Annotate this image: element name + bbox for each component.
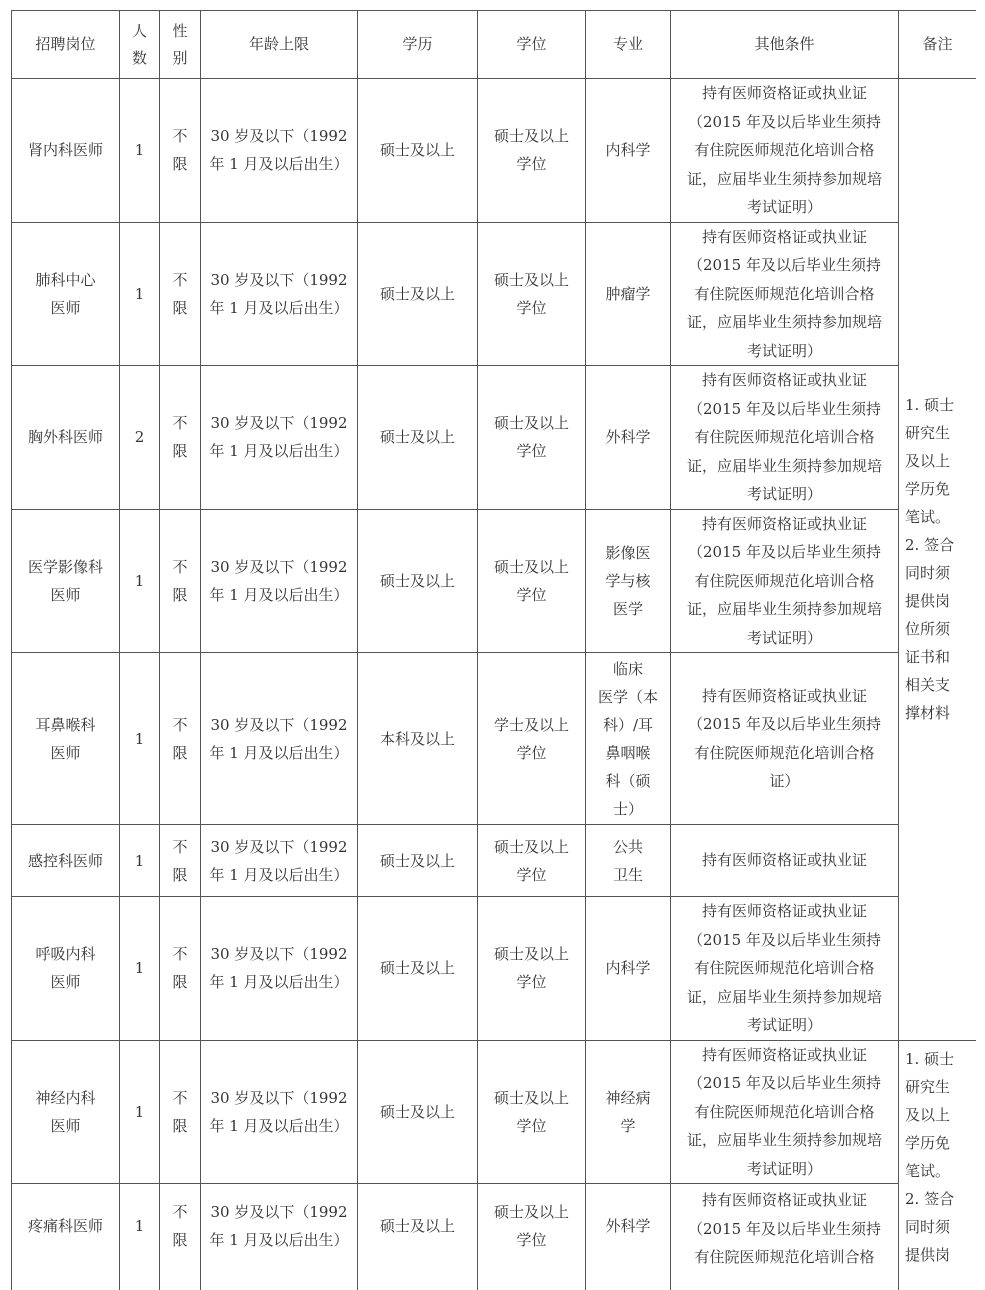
table-row (12, 79, 977, 223)
cell-count: 1 (120, 825, 160, 897)
cell-position: 肾内科医师 (12, 79, 120, 223)
cell-degree: 硕士及以上 学位 (478, 222, 586, 366)
cell-education: 硕士及以上 (358, 1184, 478, 1290)
cell-other-conditions: 持有医师资格证或执业证 （2015 年及以后毕业生须持 有住院医师规范化培训合格 证，应届毕业生须持参加规培 考试证明） (671, 79, 899, 223)
header-age: 年龄上限 (201, 11, 358, 79)
cell-degree: 硕士及以上 学位 (478, 825, 586, 897)
cell-age: 30 岁及以下（1992 年 1 月及以后出生） (201, 1040, 358, 1184)
table-row (12, 366, 977, 510)
cell-degree: 硕士及以上 学位 (478, 1040, 586, 1184)
table-row (12, 825, 977, 897)
table-row (12, 897, 977, 1041)
cell-degree: 硕士及以上 学位 (478, 1184, 586, 1290)
cell-degree: 硕士及以上 学位 (478, 509, 586, 653)
recruitment-table (11, 10, 976, 1290)
cell-major: 外科学 (586, 366, 671, 510)
cell-position: 肺科中心 医师 (12, 222, 120, 366)
cell-education: 硕士及以上 (358, 509, 478, 653)
table-row (12, 653, 977, 825)
cell-position: 医学影像科 医师 (12, 509, 120, 653)
cell-gender: 不 限 (160, 222, 201, 366)
header-degree: 学位 (478, 11, 586, 79)
cell-other-conditions: 持有医师资格证或执业证 (671, 825, 899, 897)
cell-position: 胸外科医师 (12, 366, 120, 510)
cell-major: 外科学 (586, 1184, 671, 1290)
cell-age: 30 岁及以下（1992 年 1 月及以后出生） (201, 509, 358, 653)
header-education: 学历 (358, 11, 478, 79)
cell-education: 硕士及以上 (358, 222, 478, 366)
cell-age: 30 岁及以下（1992 年 1 月及以后出生） (201, 897, 358, 1041)
cell-other-conditions: 持有医师资格证或执业证 （2015 年及以后毕业生须持 有住院医师规范化培训合格 (671, 1184, 899, 1290)
cell-position: 耳鼻喉科 医师 (12, 653, 120, 825)
cell-gender: 不 限 (160, 366, 201, 510)
cell-other-conditions: 持有医师资格证或执业证 （2015 年及以后毕业生须持 有住院医师规范化培训合格 证，应届毕业生须持参加规培 考试证明） (671, 366, 899, 510)
cell-degree: 学士及以上 学位 (478, 653, 586, 825)
cell-major: 临床 医学（本 科）/耳 鼻咽喉 科（硕 士） (586, 653, 671, 825)
cell-count: 1 (120, 1184, 160, 1290)
cell-position: 神经内科 医师 (12, 1040, 120, 1184)
cell-age: 30 岁及以下（1992 年 1 月及以后出生） (201, 653, 358, 825)
cell-gender: 不 限 (160, 825, 201, 897)
cell-gender: 不 限 (160, 1040, 201, 1184)
cell-gender: 不 限 (160, 897, 201, 1041)
cell-gender: 不 限 (160, 1184, 201, 1290)
header-position: 招聘岗位 (12, 11, 120, 79)
cell-age: 30 岁及以下（1992 年 1 月及以后出生） (201, 222, 358, 366)
cell-education: 硕士及以上 (358, 79, 478, 223)
cell-education: 硕士及以上 (358, 1040, 478, 1184)
header-row (12, 11, 977, 79)
cell-degree: 硕士及以上 学位 (478, 79, 586, 223)
cell-other-conditions: 持有医师资格证或执业证 （2015 年及以后毕业生须持 有住院医师规范化培训合格 证，应届毕业生须持参加规培 考试证明） (671, 222, 899, 366)
header-other-conditions: 其他条件 (671, 11, 899, 79)
cell-degree: 硕士及以上 学位 (478, 366, 586, 510)
header-remark: 备注 (899, 11, 977, 79)
cell-count: 1 (120, 509, 160, 653)
cell-count: 1 (120, 897, 160, 1041)
cell-major: 内科学 (586, 79, 671, 223)
cell-major: 公共 卫生 (586, 825, 671, 897)
cell-count: 2 (120, 366, 160, 510)
cell-education: 本科及以上 (358, 653, 478, 825)
cell-age: 30 岁及以下（1992 年 1 月及以后出生） (201, 366, 358, 510)
cell-other-conditions: 持有医师资格证或执业证 （2015 年及以后毕业生须持 有住院医师规范化培训合格 证） (671, 653, 899, 825)
cell-gender: 不 限 (160, 653, 201, 825)
cell-position: 感控科医师 (12, 825, 120, 897)
cell-count: 1 (120, 222, 160, 366)
cell-count: 1 (120, 1040, 160, 1184)
cell-major: 内科学 (586, 897, 671, 1041)
cell-other-conditions: 持有医师资格证或执业证 （2015 年及以后毕业生须持 有住院医师规范化培训合格 证，应届毕业生须持参加规培 考试证明） (671, 897, 899, 1041)
cell-major: 肿瘤学 (586, 222, 671, 366)
cell-gender: 不 限 (160, 509, 201, 653)
cell-major: 神经病 学 (586, 1040, 671, 1184)
header-gender: 性 别 (160, 11, 201, 79)
cell-age: 30 岁及以下（1992 年 1 月及以后出生） (201, 1184, 358, 1290)
table-row (12, 222, 977, 366)
cell-education: 硕士及以上 (358, 366, 478, 510)
header-count: 人 数 (120, 11, 160, 79)
cell-count: 1 (120, 79, 160, 223)
cell-other-conditions: 持有医师资格证或执业证 （2015 年及以后毕业生须持 有住院医师规范化培训合格 证，应届毕业生须持参加规培 考试证明） (671, 509, 899, 653)
cell-major: 影像医 学与核 医学 (586, 509, 671, 653)
table-row (12, 1040, 977, 1184)
cell-gender: 不 限 (160, 79, 201, 223)
table-row (12, 509, 977, 653)
cell-remark-group-2: 1. 硕士 研究生 及以上 学历免 笔试。 2. 签合 同时须 提供岗 (899, 1040, 977, 1290)
table-row (12, 1184, 977, 1290)
cell-age: 30 岁及以下（1992 年 1 月及以后出生） (201, 825, 358, 897)
cell-age: 30 岁及以下（1992 年 1 月及以后出生） (201, 79, 358, 223)
recruitment-table-container (11, 10, 976, 1290)
header-major: 专业 (586, 11, 671, 79)
cell-education: 硕士及以上 (358, 897, 478, 1041)
cell-position: 疼痛科医师 (12, 1184, 120, 1290)
cell-remark-group-1: 1. 硕士 研究生 及以上 学历免 笔试。 2. 签合 同时须 提供岗 位所须 证书和 相关支 撑材料 (899, 79, 977, 1041)
cell-position: 呼吸内科 医师 (12, 897, 120, 1041)
cell-education: 硕士及以上 (358, 825, 478, 897)
cell-other-conditions: 持有医师资格证或执业证 （2015 年及以后毕业生须持 有住院医师规范化培训合格 证，应届毕业生须持参加规培 考试证明） (671, 1040, 899, 1184)
cell-degree: 硕士及以上 学位 (478, 897, 586, 1041)
cell-count: 1 (120, 653, 160, 825)
